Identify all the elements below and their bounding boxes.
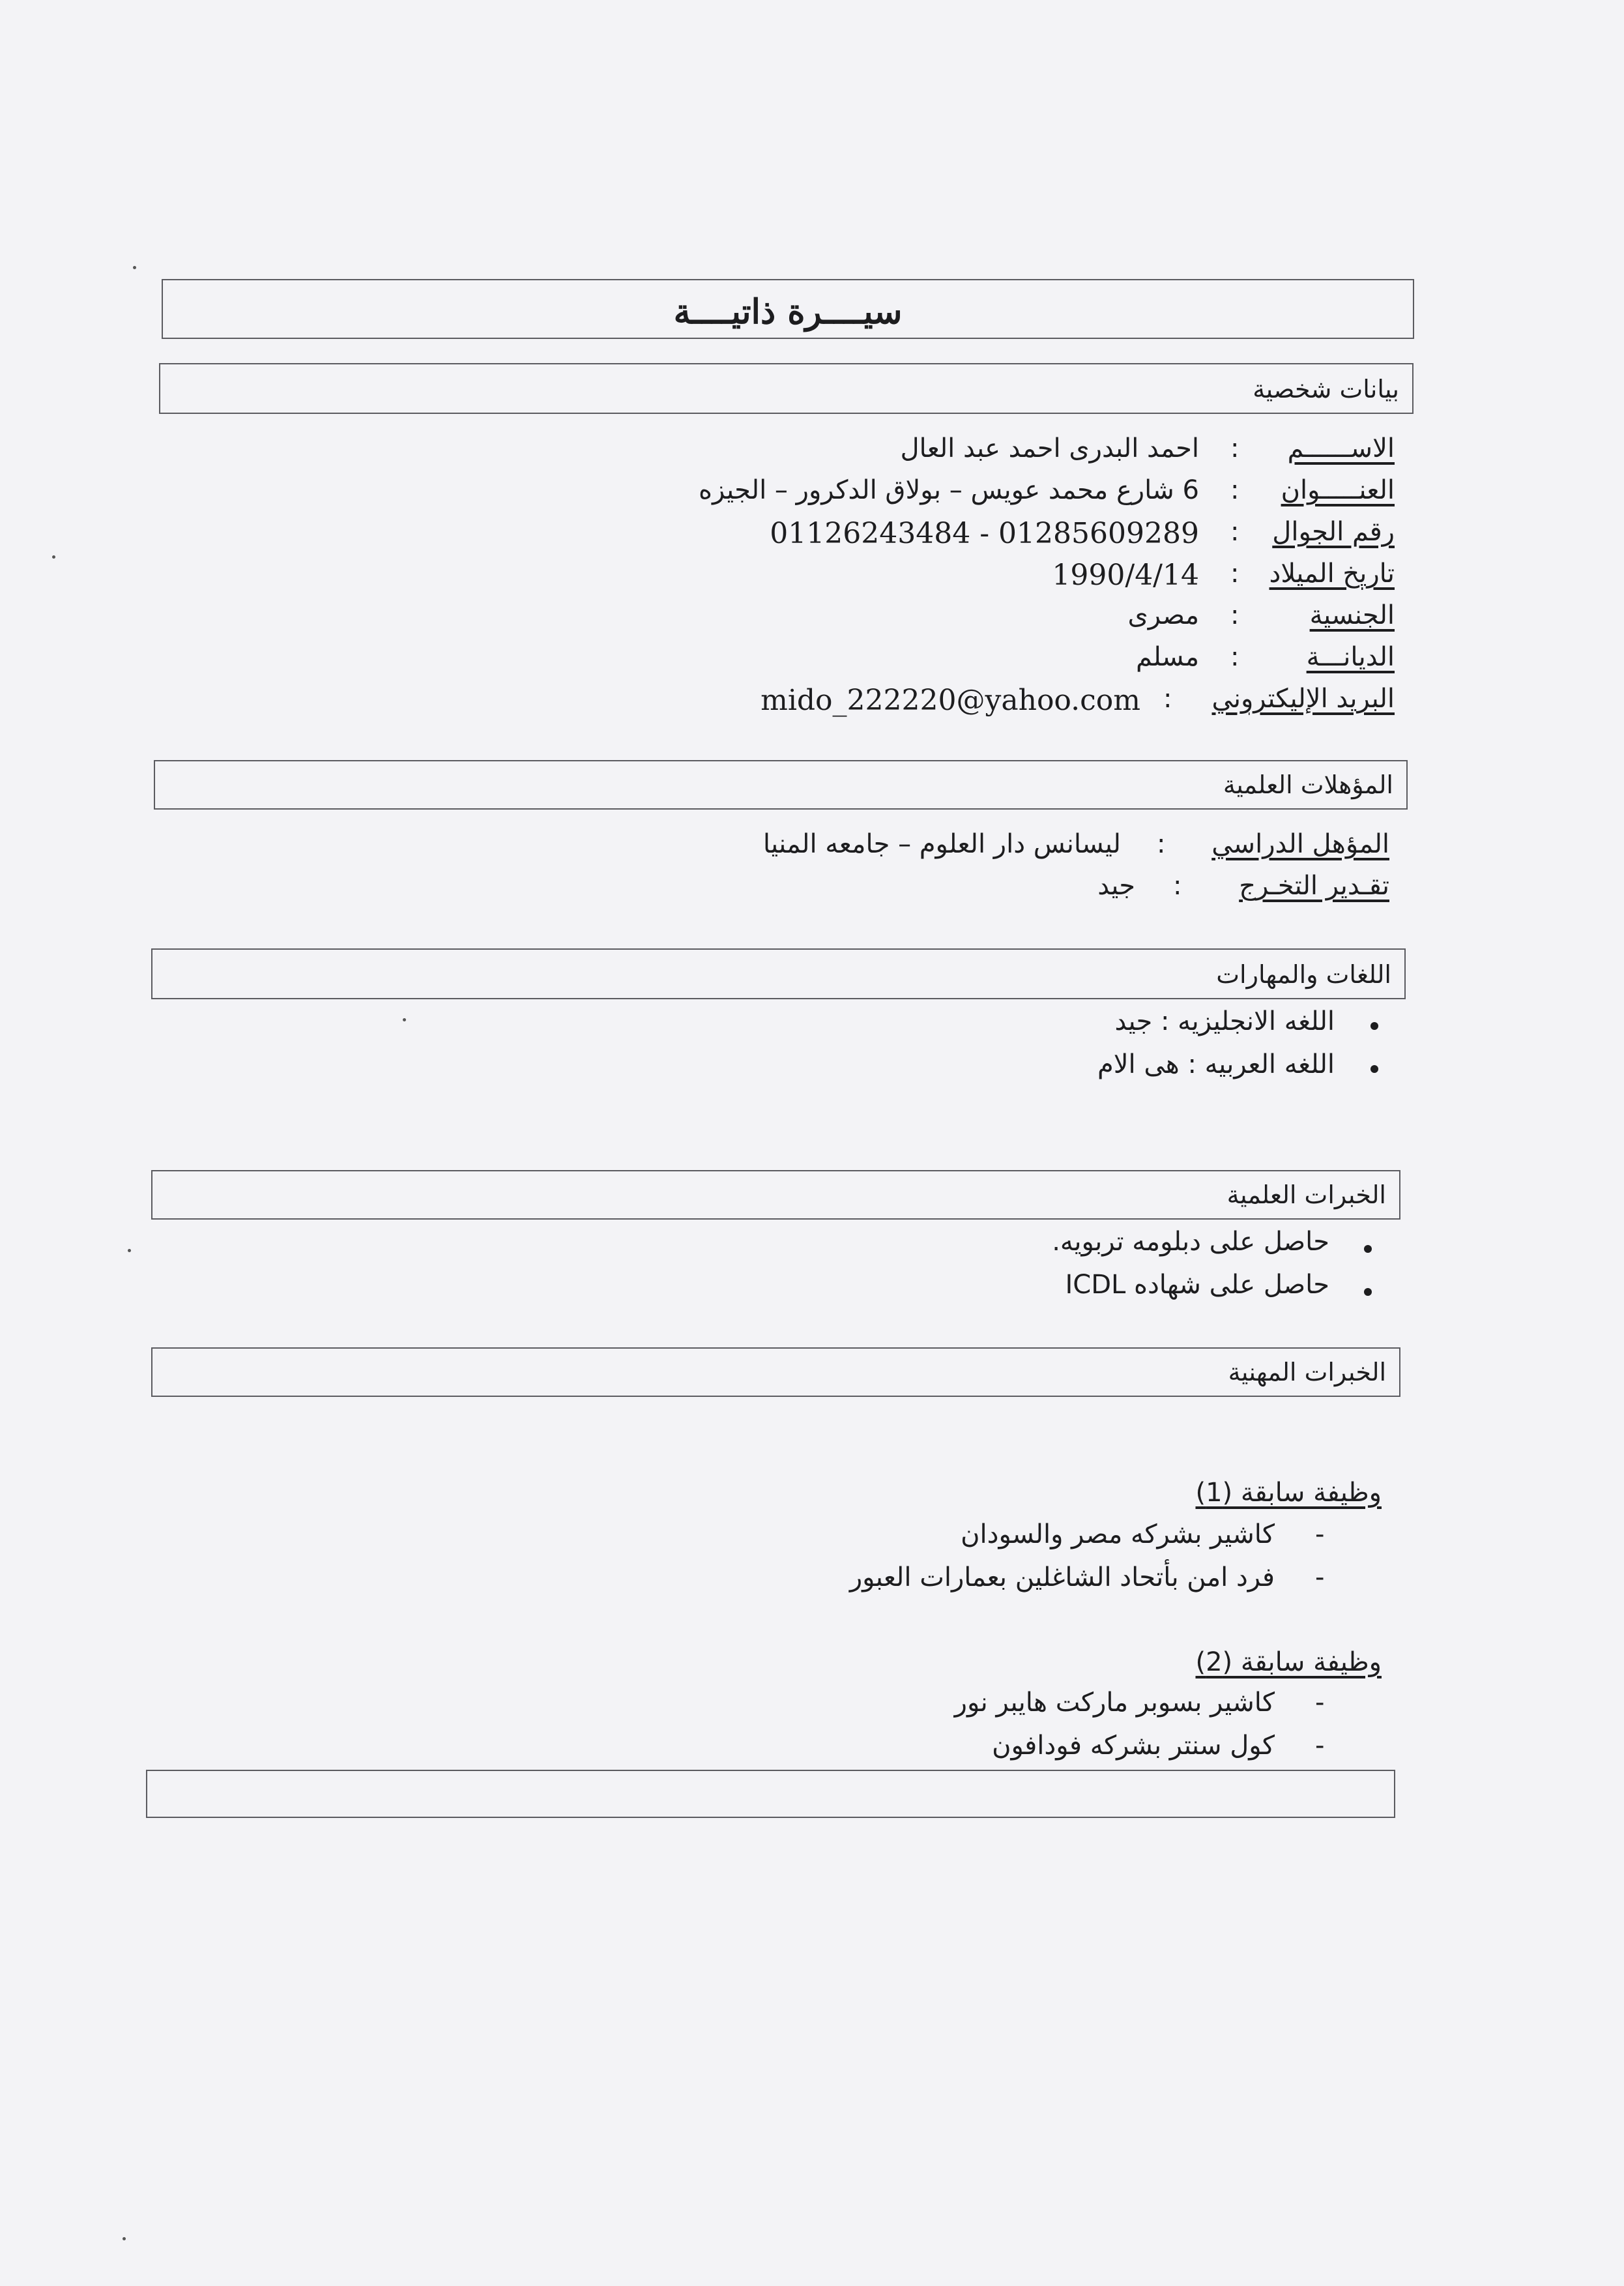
- scan-speck: [128, 1249, 131, 1252]
- field-nationality: [0, 600, 1395, 639]
- field-label: الديانـــة: [1306, 642, 1395, 672]
- education-heading: المؤهلات العلمية: [1223, 770, 1393, 799]
- scientific-heading: الخبرات العلمية: [1226, 1180, 1386, 1209]
- field-value: ليسانس دار العلوم – جامعه المنيا: [762, 829, 1121, 859]
- personal-section-box: [159, 363, 1414, 414]
- scientific-section-box: [151, 1170, 1400, 1220]
- personal-heading: بيانات شخصية: [1253, 375, 1399, 403]
- field-value: مسلم: [1136, 642, 1199, 672]
- list-item: اللغه الانجليزيه : جيد: [1114, 1006, 1335, 1036]
- field-label: تقـدير التخـرج: [1239, 871, 1389, 901]
- professional-heading: الخبرات المهنية: [1228, 1358, 1386, 1386]
- field-email: [0, 684, 1395, 723]
- field-colon: :: [1173, 871, 1182, 901]
- field-value: mido_222220@yahoo.com: [761, 684, 1140, 717]
- dash-icon: -: [1315, 1562, 1325, 1592]
- field-name: [0, 433, 1395, 473]
- field-religion: [0, 642, 1395, 681]
- field-label: البريد الإليكتروني: [1211, 684, 1395, 714]
- dash-icon: -: [1315, 1731, 1325, 1761]
- field-value: 1990/4/14: [1052, 559, 1199, 592]
- field-value: مصرى: [1127, 600, 1199, 630]
- bullet-icon: [1364, 1245, 1372, 1253]
- field-label: الاســــــم: [1287, 433, 1395, 463]
- field-label: رقم الجوال: [1272, 517, 1395, 547]
- field-address: [0, 475, 1395, 514]
- field-label: الجنسية: [1309, 600, 1395, 630]
- field-colon: :: [1230, 642, 1240, 672]
- list-item: حاصل على دبلومه تربويه.: [1052, 1227, 1329, 1257]
- scan-speck: [52, 555, 55, 559]
- field-colon: :: [1163, 684, 1172, 714]
- job-title: وظيفة سابقة (1): [1195, 1478, 1382, 1508]
- languages-heading: اللغات والمهارات: [1216, 960, 1391, 989]
- field-colon: :: [1157, 829, 1166, 859]
- field-value: 6 شارع محمد عويس – بولاق الدكرور – الجيزه: [699, 475, 1199, 505]
- field-label: تاريخ الميلاد: [1269, 559, 1395, 589]
- field-label: العنـــــوان: [1281, 475, 1395, 505]
- field-label: المؤهل الدراسي: [1211, 829, 1389, 859]
- field-colon: :: [1230, 559, 1240, 589]
- scan-speck: [133, 266, 136, 269]
- list-item: كاشير بشركه مصر والسودان: [961, 1519, 1275, 1549]
- page-title: سيــــرة ذاتيــــة: [673, 292, 903, 332]
- languages-section-box: [151, 948, 1406, 999]
- field-colon: :: [1230, 517, 1240, 547]
- bullet-icon: [1370, 1022, 1378, 1030]
- list-item: حاصل على شهاده ICDL: [1065, 1270, 1329, 1300]
- field-value: 01126243484 - 01285609289: [770, 517, 1199, 550]
- dash-icon: -: [1315, 1519, 1325, 1549]
- field-value: جيد: [1097, 871, 1135, 901]
- scan-speck: [403, 1018, 406, 1021]
- list-item: اللغه العربيه : هى الام: [1097, 1049, 1335, 1079]
- education-section-box: [154, 760, 1408, 810]
- job-title: وظيفة سابقة (2): [1195, 1647, 1382, 1677]
- field-colon: :: [1230, 433, 1240, 463]
- bullet-icon: [1370, 1065, 1378, 1073]
- bullet-icon: [1364, 1288, 1372, 1296]
- field-colon: :: [1230, 600, 1240, 630]
- list-item: فرد امن بأتحاد الشاغلين بعمارات العبور: [849, 1562, 1275, 1592]
- list-item: كول سنتر بشركه فودافون: [992, 1731, 1275, 1761]
- field-colon: :: [1230, 475, 1240, 505]
- empty-footer-box: [146, 1770, 1395, 1818]
- field-value: احمد البدرى احمد عبد العال: [900, 433, 1199, 463]
- field-phone: [0, 517, 1395, 556]
- field-grade: [0, 871, 1389, 910]
- professional-section-box: [151, 1347, 1400, 1397]
- scan-speck: [123, 2237, 126, 2240]
- dash-icon: -: [1315, 1688, 1325, 1718]
- field-birthdate: [0, 559, 1395, 598]
- title-box: [162, 279, 1414, 339]
- list-item: كاشير بسوبر ماركت هايبر نور: [954, 1688, 1275, 1718]
- field-qualification: [0, 829, 1389, 868]
